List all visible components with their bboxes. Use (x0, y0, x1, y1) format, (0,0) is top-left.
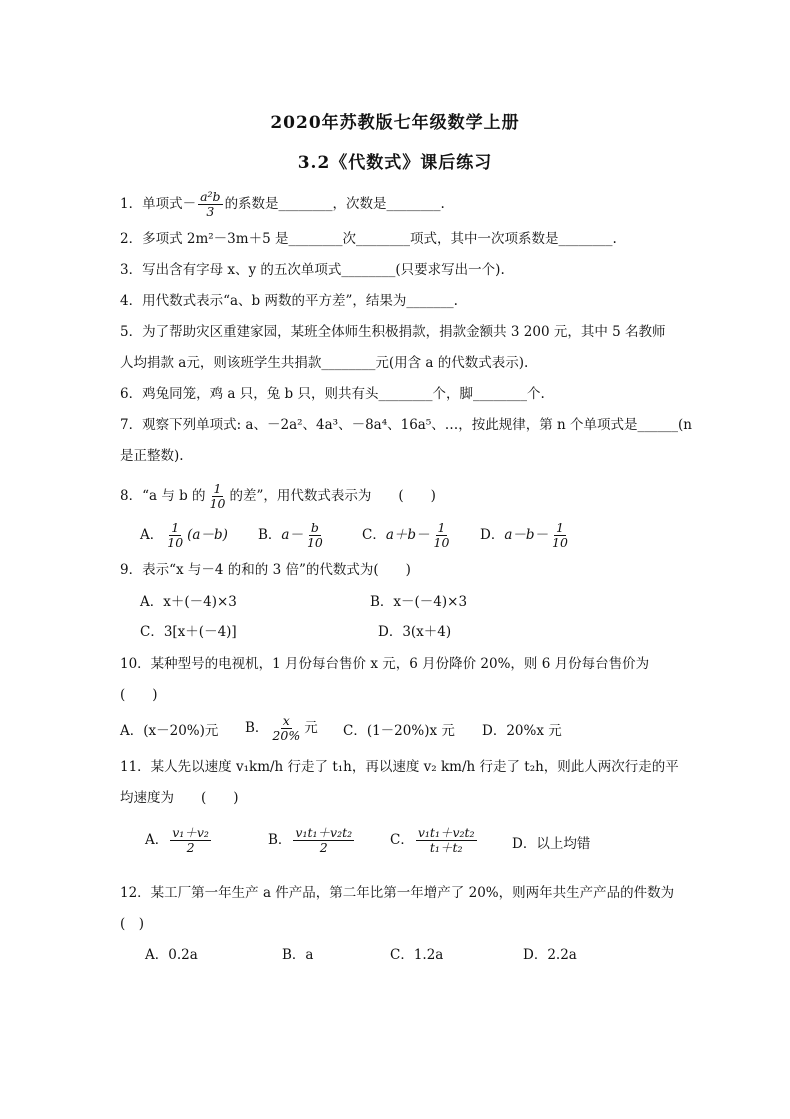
q8-option-b-label: B． (258, 527, 282, 543)
q11-option-b-denominator: 2 (319, 840, 328, 855)
q1-suffix: 的系数是________，次数是________. (224, 196, 445, 212)
q8-option-c-prefix: a＋b－ (385, 527, 430, 543)
q10-option-d: D．20%x 元 (482, 723, 562, 739)
q8-option-d-fraction (550, 521, 570, 550)
q10-option-a: A．(x－20%)元 (120, 723, 219, 739)
q8-option-d-label: D． (480, 527, 505, 543)
q8-option-b-denominator: 10 (306, 535, 323, 550)
q9-option-c: C．3[x＋(－4)] (140, 624, 237, 640)
q10-option-b-denominator: 20% (272, 728, 301, 743)
q12-option-c: C．1.2a (390, 947, 444, 963)
document-title: 2020年苏教版七年级数学上册 (270, 113, 520, 133)
q11-option-b-fraction (293, 826, 354, 855)
q8-denominator: 10 (209, 496, 226, 511)
question-10-line-1: 10．某种型号的电视机，1 月份每台售价 x 元，6 月份降价 20%，则 6 月份每台售价为 (120, 656, 650, 672)
q11-option-a-denominator: 2 (186, 840, 195, 855)
question-3: 3．写出含有字母 x、y 的五次单项式________(只要求写出一个). (120, 262, 505, 278)
q8-suffix: 的差”，用代数式表示为 ( ) (229, 488, 436, 504)
question-1 (120, 190, 445, 219)
question-12-line-1: 12．某工厂第一年生产 a 件产品，第二年比第一年增产了 20%，则两年共生产产品的件数为 (120, 885, 675, 901)
q8-option-b-prefix: a－ (281, 527, 303, 543)
q10-option-b-label: B． (245, 720, 269, 736)
q11-option-a-numerator: v₁＋v₂ (172, 825, 209, 840)
q8-numerator: 1 (213, 481, 222, 496)
q1-prefix: 1．单项式－ (120, 196, 197, 212)
question-11-line-1: 11．某人先以速度 v₁km/h 行走了 t₁h，再以速度 v₂ km/h 行走了 t₂h，则此人两次行走的平 (120, 759, 679, 775)
q8-option-c-denominator: 10 (433, 535, 450, 550)
q9-option-d: D．3(x＋4) (378, 624, 452, 640)
q11-option-a (145, 826, 213, 855)
q11-option-b-label: B． (268, 832, 292, 848)
q8-option-c (362, 521, 453, 550)
q11-option-a-label: A． (145, 832, 169, 848)
q10-option-c: C．(1－20%)x 元 (343, 723, 455, 739)
question-7-line-2: 是正整数). (120, 448, 184, 464)
q9-option-a: A．x＋(－4)×3 (140, 594, 237, 610)
q11-option-c-numerator: v₁t₁＋v₂t₂ (417, 825, 475, 840)
q12-option-b: B．a (282, 947, 314, 963)
q8-option-d-prefix: a－b－ (504, 527, 549, 543)
question-10-line-2: ( ) (120, 687, 158, 703)
question-6: 6．鸡兔同笼，鸡 a 只，兔 b 只，则共有头________个，脚________个. (120, 386, 545, 402)
q1-fraction (198, 190, 222, 219)
q10-option-b-fraction (270, 714, 302, 743)
q8-option-a (140, 521, 228, 550)
question-8 (120, 482, 436, 511)
q10-option-b-suffix: 元 (304, 720, 318, 736)
question-4: 4．用代数式表示“a、b 两数的平方差”，结果为_______. (120, 293, 458, 309)
q8-option-b-fraction (305, 521, 325, 550)
q8-option-b-numerator: b (310, 520, 319, 535)
q11-option-d: D．以上均错 (512, 836, 591, 852)
question-12-line-2: ( ) (120, 916, 145, 932)
q9-option-b: B．x－(－4)×3 (370, 594, 468, 610)
question-11-line-2: 均速度为 ( ) (120, 790, 239, 806)
q11-option-a-fraction (170, 826, 211, 855)
q12-option-a: A．0.2a (145, 947, 198, 963)
q11-option-c (390, 826, 479, 855)
question-9: 9．表示“x 与－4 的和的 3 倍”的代数式为( ) (120, 562, 411, 578)
q8-option-c-fraction (432, 521, 452, 550)
q8-option-a-numerator: 1 (171, 520, 180, 535)
question-7-line-1: 7．观察下列单项式: a、－2a²、4a³、－8a⁴、16a⁵、…，按此规律，第 n 个单项式是______(n (120, 417, 693, 433)
q11-option-b (268, 826, 356, 855)
q11-option-c-fraction (416, 826, 477, 855)
q8-option-a-denominator: 10 (167, 535, 184, 550)
q12-option-d: D．2.2a (523, 947, 577, 963)
q11-option-b-numerator: v₁t₁＋v₂t₂ (295, 825, 353, 840)
q8-option-d-numerator: 1 (556, 520, 564, 535)
q8-fraction (208, 482, 228, 511)
q8-option-d (480, 521, 572, 550)
q8-option-b (258, 521, 327, 550)
q8-option-a-suffix: (a－b) (187, 527, 228, 543)
q8-option-a-label: A． (140, 527, 164, 543)
q8-prefix: 8．“a 与 b 的 (120, 488, 206, 504)
q11-option-c-label: C． (390, 832, 414, 848)
q10-option-b (245, 714, 318, 743)
q8-option-a-fraction (165, 521, 185, 550)
q8-option-d-denominator: 10 (552, 535, 568, 550)
question-2: 2．多项式 2m²－3m＋5 是________次________项式，其中一次项系数是________. (120, 231, 617, 247)
question-5-line-2: 人均捐款 a元，则该班学生共捐款________元(用含 a 的代数式表示). (120, 355, 529, 371)
question-5-line-1: 5．为了帮助灾区重建家园，某班全体师生积极捐款，捐款金额共 3 200 元，其中 5 名教师 (120, 324, 666, 340)
q11-option-c-denominator: t₁＋t₂ (429, 840, 463, 855)
q8-option-c-numerator: 1 (437, 520, 446, 535)
q1-denominator: 3 (206, 204, 215, 219)
q8-option-c-label: C． (362, 527, 386, 543)
document-subtitle: 3.2《代数式》课后练习 (297, 153, 493, 173)
q10-option-b-numerator: x (282, 713, 290, 728)
q1-numerator: a²b (200, 189, 221, 204)
